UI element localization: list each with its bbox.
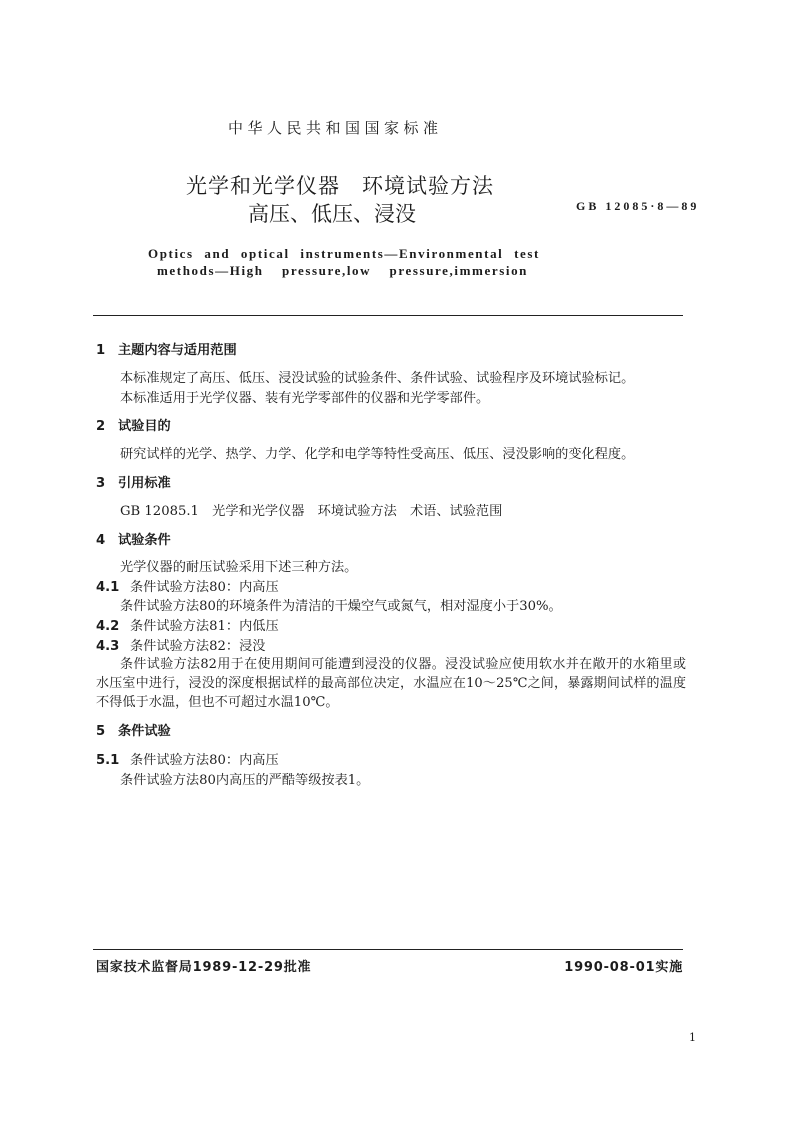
- section-title: 试验条件: [118, 533, 171, 548]
- approval-date: 国家技术监督局1989-12-29批准: [96, 960, 312, 975]
- subsection-title: 条件试验方法80：内高压: [130, 753, 279, 768]
- subsection-number: 5.1: [96, 753, 120, 768]
- referenced-standard: GB 12085.1 光学和光学仪器 环境试验方法 术语、试验范围: [120, 504, 503, 519]
- section-title: 主题内容与适用范围: [118, 343, 237, 358]
- standard-code: GB 12085·8—89: [576, 199, 700, 213]
- subsection-heading: [96, 753, 279, 769]
- section-number: 1: [96, 343, 106, 358]
- subsection-title: 条件试验方法82：浸没: [130, 639, 266, 654]
- section-title: 条件试验: [118, 724, 171, 739]
- subsection-heading: [96, 580, 279, 596]
- paragraph-line: 水压室中进行，浸没的深度根据试样的最高部位决定，水温应在10～25℃之间，暴露期间试样的温度: [96, 676, 686, 691]
- paragraph: 条件试验方法80内高压的严酷等级按表1。: [120, 773, 370, 788]
- subsection-title: 条件试验方法81：内低压: [130, 619, 279, 634]
- section-heading: [96, 476, 171, 492]
- subsection-heading: [96, 619, 279, 635]
- paragraph: 条件试验方法80的环境条件为清洁的干燥空气或氮气，相对湿度小于30%。: [120, 599, 562, 614]
- title-en-line-2: methods—High pressure,low pressure,immersion: [157, 263, 528, 278]
- page-number: 1: [689, 1031, 696, 1044]
- paragraph-line: 条件试验方法82用于在使用期间可能遭到浸没的仪器。浸没试验应使用软水并在敞开的水箱里或: [120, 657, 686, 672]
- header-rule: [93, 315, 683, 316]
- title-zh-line-2: 高压、低压、浸没: [248, 202, 416, 226]
- section-title: 引用标准: [118, 476, 171, 491]
- section-number: 2: [96, 419, 106, 434]
- subsection-number: 4.1: [96, 580, 120, 595]
- subsection-number: 4.2: [96, 619, 120, 634]
- section-number: 5: [96, 724, 106, 739]
- subsection-number: 4.3: [96, 639, 120, 654]
- paragraph: 光学仪器的耐压试验采用下述三种方法。: [120, 560, 358, 575]
- paragraph: 研究试样的光学、热学、力学、化学和电学等特性受高压、低压、浸没影响的变化程度。: [120, 447, 635, 462]
- subsection-title: 条件试验方法80：内高压: [130, 580, 279, 595]
- section-heading: [96, 343, 237, 359]
- paragraph: 本标准规定了高压、低压、浸没试验的试验条件、条件试验、试验程序及环境试验标记。: [120, 371, 635, 386]
- section-heading: [96, 533, 171, 549]
- section-heading: [96, 724, 171, 740]
- title-en-line-1: Optics and optical instruments—Environmental test: [148, 246, 540, 261]
- title-zh-line-1: 光学和光学仪器 环境试验方法: [186, 174, 494, 198]
- section-number: 4: [96, 533, 106, 548]
- section-number: 3: [96, 476, 106, 491]
- section-heading: [96, 419, 171, 435]
- paragraph: 本标准适用于光学仪器、装有光学零部件的仪器和光学零部件。: [120, 391, 490, 406]
- implementation-date: 1990-08-01实施: [564, 960, 683, 975]
- subsection-heading: [96, 639, 265, 655]
- section-title: 试验目的: [118, 419, 171, 434]
- paragraph-line: 不得低于水温，但也不可超过水温10℃。: [96, 695, 339, 710]
- national-standard-label: 中华人民共和国国家标准: [228, 119, 443, 137]
- footer-rule: [93, 949, 683, 950]
